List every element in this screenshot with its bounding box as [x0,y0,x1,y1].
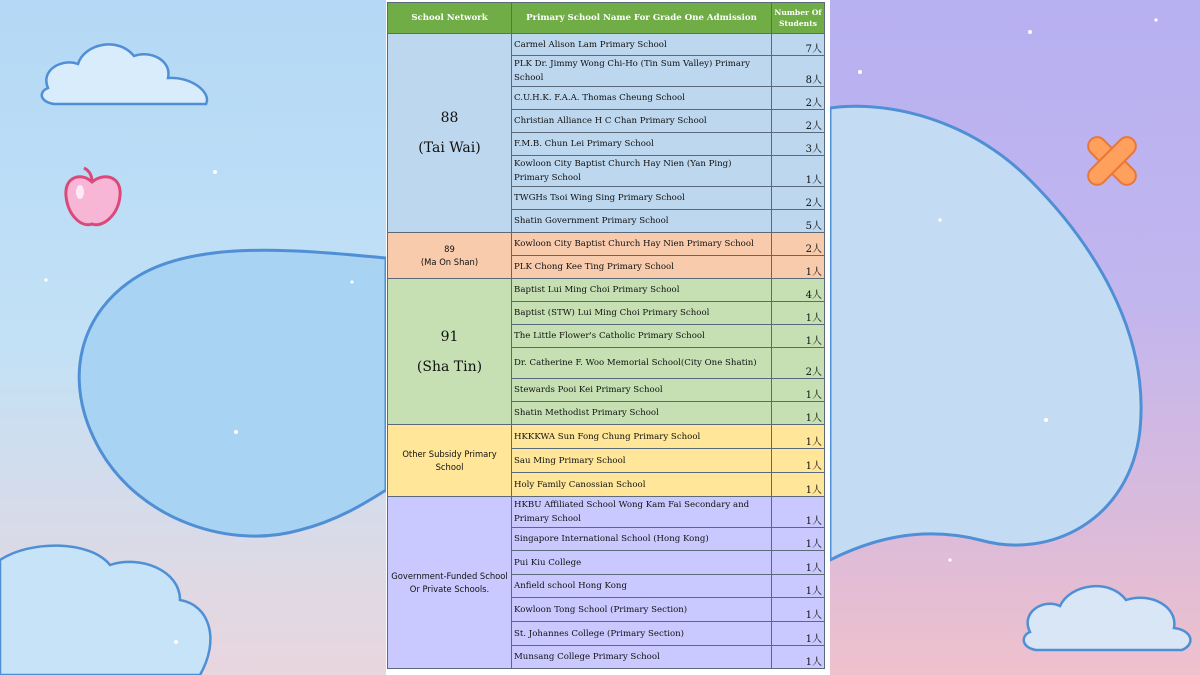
network-name-line2: Or Private Schools. [409,583,490,594]
school-name-cell: Dr. Catherine F. Woo Memorial School(City One Shatin) [512,348,772,379]
table-body [388,34,825,669]
school-name-cell: Baptist (STW) Lui Ming Choi Primary School [512,302,772,325]
header-network: School Network [388,3,512,34]
blob-shape [79,250,386,536]
student-count-cell: 1人 [772,256,825,279]
school-name-cell: Shatin Methodist Primary School [512,402,772,425]
school-name-cell: Singapore International School (Hong Kong) [512,528,772,551]
school-name-cell: St. Johannes College (Primary Section) [512,622,772,646]
network-code: 88 [440,110,459,126]
student-count-cell: 1人 [772,156,825,187]
school-name-cell: HKBU Affiliated School Wong Kam Fai Secondary and Primary School [512,497,772,528]
student-count-cell: 1人 [772,646,825,669]
school-name-cell: TWGHs Tsoi Wing Sing Primary School [512,187,772,210]
school-name-cell: Kowloon City Baptist Church Hay Nien (Yan Ping) Primary School [512,156,772,187]
school-name-cell: PLK Dr. Jimmy Wong Chi-Ho (Tin Sum Valley) Primary School [512,56,772,87]
student-count-cell: 5人 [772,210,825,233]
header-count: Number Of Students [772,3,825,34]
right-decor-graphics [830,0,1200,675]
school-name-cell: The Little Flower's Catholic Primary School [512,325,772,348]
student-count-cell: 3人 [772,133,825,156]
network-code: 89 [444,243,455,254]
student-count-cell: 1人 [772,402,825,425]
network-name: (Sha Tin) [416,358,483,375]
table-row [388,279,825,302]
school-name-cell: PLK Chong Kee Ting Primary School [512,256,772,279]
student-count-cell: 1人 [772,302,825,325]
table-row [388,34,825,56]
student-count-cell: 1人 [772,325,825,348]
cloud-icon [42,44,207,104]
table-header-row [388,3,825,34]
student-count-cell: 1人 [772,473,825,497]
left-decor-graphics [0,0,386,675]
cross-icon [1084,133,1139,188]
student-count-cell: 1人 [772,622,825,646]
school-name-cell: Munsang College Primary School [512,646,772,669]
student-count-cell: 2人 [772,110,825,133]
student-count-cell: 2人 [772,87,825,110]
table-row [388,233,825,256]
network-cell [388,34,512,233]
school-name-cell: Christian Alliance H C Chan Primary School [512,110,772,133]
student-count-cell: 1人 [772,528,825,551]
network-name: (Ma On Shan) [420,256,479,267]
admission-table-panel [386,0,830,675]
student-count-cell: 4人 [772,279,825,302]
school-name-cell: HKKKWA Sun Fong Chung Primary School [512,425,772,449]
student-count-cell: 1人 [772,425,825,449]
network-name: Other Subsidy Primary School [402,448,497,472]
student-count-cell: 2人 [772,348,825,379]
school-name-cell: Anfield school Hong Kong [512,575,772,598]
cloud-icon-right [1024,586,1191,650]
student-count-cell: 1人 [772,379,825,402]
cloud-icon-bottom [0,546,210,675]
left-decor-panel [0,0,386,675]
school-name-cell: Stewards Pooi Kei Primary School [512,379,772,402]
school-name-cell: Pui Kiu College [512,551,772,575]
network-cell [388,497,512,669]
student-count-cell: 1人 [772,551,825,575]
right-decor-panel [830,0,1200,675]
student-count-cell: 1人 [772,575,825,598]
network-name-line1: Government-Funded School [391,570,508,581]
admission-table [387,2,825,669]
student-count-cell: 7人 [772,34,825,56]
table-row [388,497,825,528]
school-name-cell: C.U.H.K. F.A.A. Thomas Cheung School [512,87,772,110]
apple-icon [66,168,120,225]
header-school: Primary School Name For Grade One Admission [512,3,772,34]
school-name-cell: Kowloon City Baptist Church Hay Nien Primary School [512,233,772,256]
student-count-cell: 1人 [772,497,825,528]
network-cell [388,233,512,279]
student-count-cell: 1人 [772,449,825,473]
student-count-cell: 2人 [772,233,825,256]
network-code: 91 [440,328,459,345]
school-name-cell: Carmel Alison Lam Primary School [512,34,772,56]
school-name-cell: Sau Ming Primary School [512,449,772,473]
student-count-cell: 8人 [772,56,825,87]
table-row [388,425,825,449]
school-name-cell: Holy Family Canossian School [512,473,772,497]
network-name: (Tai Wai) [418,140,481,156]
network-cell [388,279,512,425]
school-name-cell: Kowloon Tong School (Primary Section) [512,598,772,622]
student-count-cell: 1人 [772,598,825,622]
school-name-cell: Shatin Government Primary School [512,210,772,233]
student-count-cell: 2人 [772,187,825,210]
school-name-cell: Baptist Lui Ming Choi Primary School [512,279,772,302]
network-cell [388,425,512,497]
school-name-cell: F.M.B. Chun Lei Primary School [512,133,772,156]
